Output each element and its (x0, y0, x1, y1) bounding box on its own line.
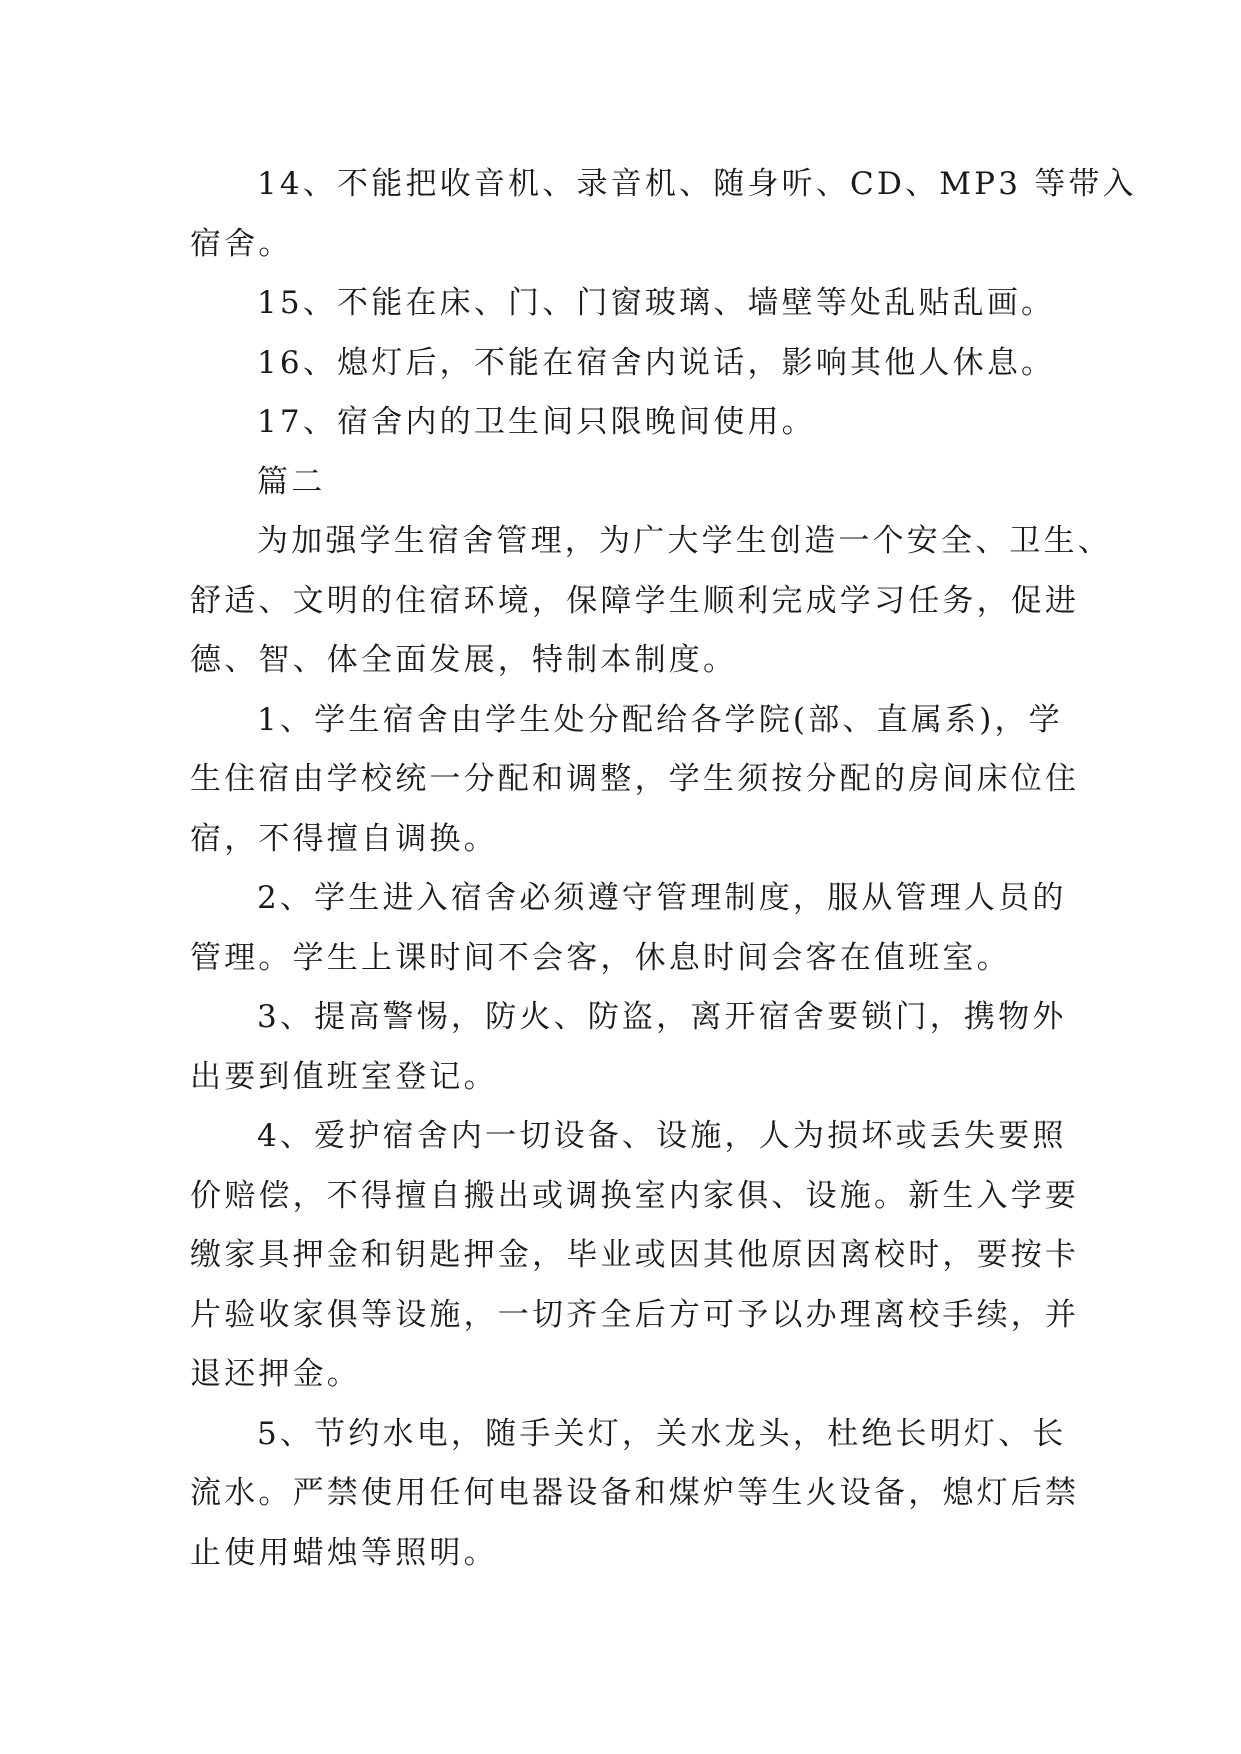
paragraph-item-2 (190, 869, 1067, 988)
paragraph-item-16 (190, 334, 1056, 394)
text-line: 17、宿舍内的卫生间只限晚间使用。 (257, 404, 816, 440)
text-line: 宿，不得擅自调换。 (190, 820, 498, 857)
text-line: 生住宿由学校统一分配和调整，学生须按分配的房间床位住 (190, 761, 1080, 797)
text-line: 3、提高警惕，防火、防盗，离开宿舍要锁门，携物外 (257, 999, 1067, 1035)
text-line: 管理。学生上课时间不会客，休息时间会客在值班室。 (190, 939, 1011, 976)
text-line: 为加强学生宿舍管理，为广大学生创造一个安全、卫生、 (257, 523, 1112, 559)
intro-paragraph (190, 512, 1112, 691)
section-heading (190, 453, 1050, 513)
text-line: 2、学生进入宿舍必须遵守管理制度，服从管理人员的 (257, 880, 1067, 916)
text-line: 退还押金。 (190, 1356, 361, 1392)
paragraph-item-17 (190, 393, 1050, 453)
text-line: 止使用蜡烛等照明。 (190, 1534, 498, 1571)
text-line: 1、学生宿舍由学生处分配给各学院(部、直属系)，学 (257, 701, 1063, 738)
text-line: 15、不能在床、门、门窗玻璃、墙壁等处乱贴乱画。 (257, 285, 1056, 321)
text-line: 流水。严禁使用任何电器设备和煤炉等生火设备，熄灯后禁 (190, 1475, 1080, 1511)
text-line: 宿舍。 (190, 225, 293, 262)
text-line: 篇二 (257, 463, 326, 500)
document-body (190, 155, 1137, 1583)
text-line: 14、不能把收音机、录音机、随身听、CD、MP3 等带入 (257, 166, 1137, 202)
text-line: 德、智、体全面发展，特制本制度。 (190, 642, 738, 678)
paragraph-item-15 (190, 274, 1056, 334)
text-line: 5、节约水电，随手关灯，关水龙头，杜绝长明灯、长 (257, 1415, 1067, 1452)
text-line: 缴家具押金和钥匙押金，毕业或因其他原因离校时，要按卡 (190, 1237, 1080, 1273)
paragraph-item-4 (190, 1107, 1080, 1405)
paragraph-item-14 (190, 155, 1137, 274)
text-line: 16、熄灯后，不能在宿舍内说话，影响其他人休息。 (257, 344, 1056, 381)
text-line: 出要到值班室登记。 (190, 1058, 498, 1095)
text-line: 片验收家俱等设施，一切齐全后方可予以办理离校手续，并 (190, 1296, 1080, 1333)
text-line: 4、爱护宿舍内一切设备、设施，人为损坏或丢失要照 (257, 1118, 1067, 1154)
paragraph-item-5 (190, 1405, 1080, 1584)
paragraph-item-3 (190, 988, 1067, 1107)
text-line: 舒适、文明的住宿环境，保障学生顺利完成学习任务，促进 (190, 582, 1080, 619)
text-line: 价赔偿，不得擅自搬出或调换室内家俱、设施。新生入学要 (190, 1177, 1080, 1214)
paragraph-item-1 (190, 691, 1080, 870)
